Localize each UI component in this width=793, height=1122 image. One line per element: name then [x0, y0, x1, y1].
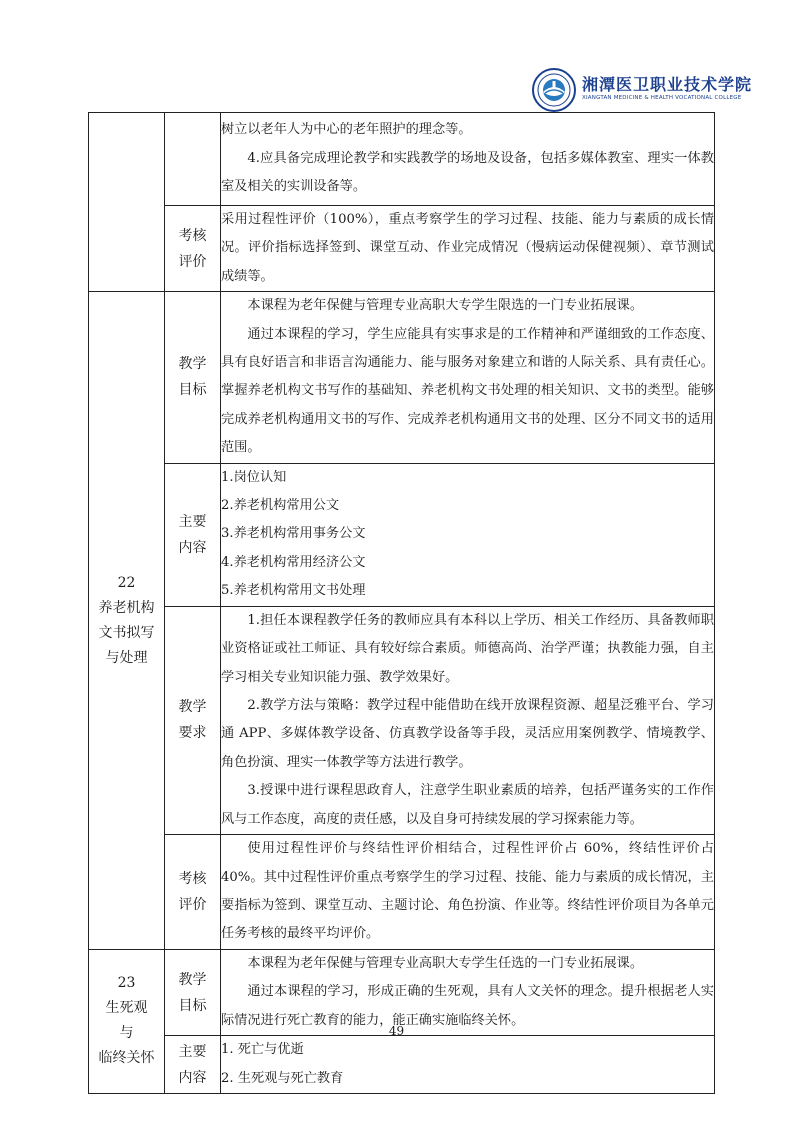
main-content-label: 主要内容 [165, 1036, 221, 1094]
teaching-goal-label: 教学目标 [165, 292, 221, 463]
page-number: 49 [388, 1024, 405, 1038]
list-item: 1.岗位认知 [221, 469, 287, 485]
assessment-label: 考核评价 [165, 834, 221, 949]
college-english-name: XIANGTAN MEDICINE & HEALTH VOCATIONAL COLLEGE [582, 95, 742, 101]
main-content-label: 主要内容 [165, 463, 221, 606]
assessment-label: 考核评价 [165, 206, 221, 292]
teaching-goal-content: 本课程为老年保健与管理专业高职大专学生任选的一门专业拓展课。 通过本课程的学习，形成正确的生死观，具有人文关怀的理念。提升根据老人实际情况进行死亡教育的能力，能正确实施临终关怀。 [221, 949, 715, 1035]
assessment-content: 使用过程性评价与终结性评价相结合，过程性评价占 60%，终结性评价占 40%。其中过程性评价重点考察学生的学习过程、技能、能力与素质的成长情况，主要指标为签到、课堂互动、主题讨论、角色扮演、作业等。终结性评价项目为各单元任务考核的最终平均评价。 [221, 834, 715, 949]
course-22-cell [89, 292, 165, 950]
empty-number-cell [89, 113, 165, 292]
table-row [89, 949, 715, 1035]
main-content-list [221, 1036, 715, 1094]
course-23-cell [89, 949, 165, 1093]
list-item: 4.养老机构常用经济公文 [221, 554, 366, 570]
empty-label-cell [165, 113, 221, 206]
list-item: 5.养老机构常用文书处理 [221, 583, 366, 599]
teaching-requirement-content: 1.担任本课程教学任务的教师应具有本科以上学历、相关工作经历、具备教师职业资格证或社工师证、具有较好综合素质。师德高尚、治学严谨；执教能力强，自主学习相关专业知识能力强、教学效果好。 2.教学方法与策略：教学过程中能借助在线开放课程资源、超星泛雅平台、学习通 APP、多媒体教学设备、仿真教学设备等手段，灵活应用案例教学、情境教学、角色扮演、理实一体教学等方法进行教学。 3.授课中进行课程思政育人，注意学生职业素质的培养，包括严谨务实的工作作风与工作态度，高度的责任感，以及自身可持续发展的学习探索能力等。 [221, 606, 715, 834]
teaching-requirement-label: 教学要求 [165, 606, 221, 834]
table-row [89, 292, 715, 463]
table-row [89, 1036, 715, 1094]
requirement-line: 树立以老年人为中心的老年照护的理念等。 [221, 122, 472, 138]
main-content-list [221, 463, 715, 606]
teaching-goal-label: 教学目标 [165, 949, 221, 1035]
requirement-line: 4.应具备完成理论教学和实践教学的场地及设备，包括多媒体教室、理实一体教室及相关的实训设备等。 [221, 150, 714, 195]
list-item: 3.养老机构常用事务公文 [221, 526, 366, 542]
college-name: 湘潭医卫职业技术学院 [582, 75, 753, 94]
course-number: 23 [117, 975, 136, 992]
teaching-requirement-content [221, 113, 715, 206]
list-item: 2.养老机构常用公文 [221, 498, 340, 514]
course-name: 养老机构文书拟写与处理 [98, 599, 155, 666]
course-table [88, 112, 715, 1094]
table-row [89, 463, 715, 606]
table-row [89, 834, 715, 949]
course-name-line: 临终关怀 [98, 1050, 155, 1067]
list-item: 2. 生死观与死亡教育 [221, 1070, 344, 1086]
table-row [89, 113, 715, 206]
course-number: 22 [117, 574, 136, 591]
table-row [89, 606, 715, 834]
course-name-line: 与 [119, 1025, 134, 1042]
teaching-goal-content: 本课程为老年保健与管理专业高职大专学生限选的一门专业拓展课。 通过本课程的学习，学生应能具有实事求是的工作精神和严谨细致的工作态度、具有良好语言和非语言沟通能力、能与服务对象建立和谐的人际关系、具有责任心。掌握养老机构文书写作的基础知、养老机构文书处理的相关知识、文书的类型。能够完成养老机构通用文书的写作、完成养老机构通用文书的处理、区分不同文书的适用范围。 [221, 292, 715, 463]
course-name-line: 生死观 [105, 1000, 148, 1017]
table-row [89, 206, 715, 292]
list-item: 1. 死亡与优逝 [221, 1042, 304, 1058]
college-seal-icon [532, 68, 576, 112]
assessment-content: 采用过程性评价（100%），重点考察学生的学习过程、技能、能力与素质的成长情况。评价指标选择签到、课堂互动、作业完成情况（慢病运动保健视频）、章节测试成绩等。 [221, 206, 715, 292]
